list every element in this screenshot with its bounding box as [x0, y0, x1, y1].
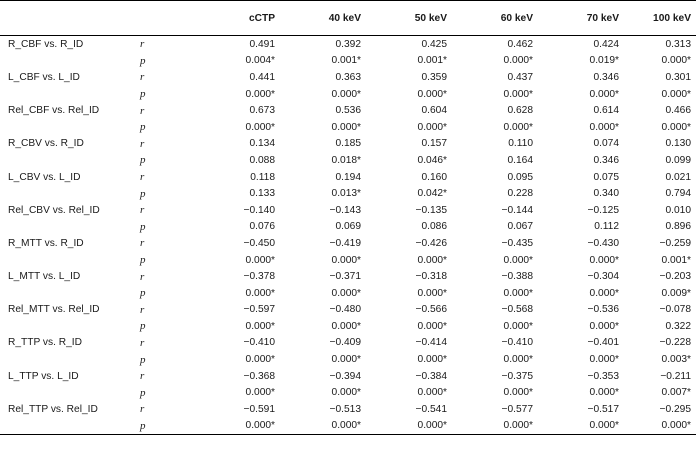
table-row	[0, 152, 696, 169]
table-cell: 0.075	[593, 171, 619, 183]
table-cell: 0.076	[249, 221, 275, 233]
table-cell: 0.794	[665, 188, 691, 200]
row-statistic: p	[140, 88, 146, 101]
table-row	[0, 119, 696, 136]
row-statistic: p	[140, 254, 146, 267]
row-statistic: p	[140, 187, 146, 200]
table-cell: −0.409	[329, 337, 361, 349]
table-cell: −0.143	[329, 204, 361, 216]
table-cell: 0.437	[507, 71, 533, 83]
header-cell-40kev: 40 keV	[280, 1, 366, 36]
table-cell: 0.228	[507, 188, 533, 200]
table-cell: 0.000*	[417, 354, 447, 366]
table-cell: 0.194	[335, 171, 361, 183]
table-cell: 0.491	[249, 38, 275, 50]
table-cell: −0.435	[501, 237, 533, 249]
row-statistic: p	[140, 353, 146, 366]
table-cell: 0.628	[507, 105, 533, 117]
table-body	[0, 36, 696, 435]
table-cell: 0.160	[421, 171, 447, 183]
row-label	[0, 152, 138, 169]
table-cell: 0.000*	[503, 320, 533, 332]
row-label: R_CBV vs. R_ID	[8, 138, 84, 150]
table-cell: 0.313	[665, 38, 691, 50]
table-cell: 0.001*	[661, 254, 691, 266]
table-cell: 0.134	[249, 138, 275, 150]
table-cell: −0.304	[587, 271, 619, 283]
row-label: L_CBF vs. L_ID	[8, 71, 80, 83]
table-row	[0, 285, 696, 302]
table-cell: 0.000*	[661, 121, 691, 133]
table-row	[0, 36, 696, 53]
table-cell: 0.340	[593, 188, 619, 200]
table-cell: −0.450	[243, 237, 275, 249]
table-cell: 0.000*	[331, 121, 361, 133]
table-cell: 0.001*	[417, 55, 447, 67]
row-statistic: p	[140, 220, 146, 233]
row-label	[0, 119, 138, 136]
table-cell: 0.322	[665, 320, 691, 332]
table-row	[0, 169, 696, 186]
row-statistic: r	[140, 104, 145, 117]
table-cell: 0.000*	[245, 254, 275, 266]
table-cell: 0.000*	[661, 55, 691, 67]
table-cell: 0.000*	[245, 121, 275, 133]
table-cell: 0.095	[507, 171, 533, 183]
table-cell: 0.000*	[503, 88, 533, 100]
header-cell-50kev: 50 keV	[366, 1, 452, 36]
table-cell: 0.000*	[589, 320, 619, 332]
table-cell: 0.157	[421, 138, 447, 150]
table-row	[0, 401, 696, 418]
table-cell: 0.000*	[417, 121, 447, 133]
table-cell: 0.003*	[661, 354, 691, 366]
header-cell-comparison	[0, 1, 138, 36]
table-cell: −0.568	[501, 304, 533, 316]
row-label	[0, 285, 138, 302]
row-statistic: r	[140, 370, 145, 383]
table-row	[0, 384, 696, 401]
table-row	[0, 185, 696, 202]
table-cell: 0.000*	[503, 121, 533, 133]
table-cell: 0.000*	[245, 320, 275, 332]
table-cell: 0.000*	[331, 320, 361, 332]
table-cell: 0.000*	[589, 121, 619, 133]
table-cell: −0.577	[501, 403, 533, 415]
table-cell: 0.046*	[417, 154, 447, 166]
row-statistic: r	[140, 171, 145, 184]
table-cell: 0.133	[249, 188, 275, 200]
table-row	[0, 202, 696, 219]
table-cell: 0.363	[335, 71, 361, 83]
table-cell: −0.536	[587, 304, 619, 316]
table-cell: −0.566	[415, 304, 447, 316]
row-label: Rel_TTP vs. Rel_ID	[8, 403, 98, 415]
table-cell: 0.000*	[452, 418, 538, 435]
table-cell: 0.000*	[538, 418, 624, 435]
header-cell-statistic	[138, 1, 188, 36]
table-row	[0, 136, 696, 153]
row-label: Rel_CBV vs. Rel_ID	[8, 204, 100, 216]
table-cell: 0.346	[593, 71, 619, 83]
table-cell: −0.430	[587, 237, 619, 249]
header-cell-70kev: 70 keV	[538, 1, 624, 36]
table-cell: 0.185	[335, 138, 361, 150]
table-cell: 0.000*	[331, 387, 361, 399]
row-label	[0, 318, 138, 335]
table-cell: 0.000*	[417, 320, 447, 332]
table-cell: −0.375	[501, 370, 533, 382]
table-row	[0, 368, 696, 385]
table-cell: 0.424	[593, 38, 619, 50]
table-cell: −0.480	[329, 304, 361, 316]
row-statistic: p	[138, 418, 188, 435]
table-cell: 0.067	[507, 221, 533, 233]
table-cell: 0.118	[250, 171, 275, 183]
row-statistic: r	[140, 270, 145, 283]
table-row	[0, 69, 696, 86]
table-cell: 0.392	[335, 38, 361, 50]
table-cell: 0.069	[335, 221, 361, 233]
table-cell: 0.004*	[245, 55, 275, 67]
table-cell: −0.378	[243, 271, 275, 283]
table-cell: 0.000*	[503, 354, 533, 366]
header-cell-60kev: 60 keV	[452, 1, 538, 36]
row-statistic: r	[140, 38, 145, 51]
table-cell: −0.259	[659, 237, 691, 249]
table-cell: 0.000*	[589, 354, 619, 366]
table-cell: 0.000*	[331, 254, 361, 266]
table-cell: 0.086	[421, 221, 447, 233]
table-row	[0, 302, 696, 319]
table-cell: 0.000*	[417, 287, 447, 299]
table-cell: −0.371	[329, 271, 361, 283]
row-statistic: r	[140, 71, 145, 84]
row-statistic: p	[140, 54, 146, 67]
header-row	[0, 1, 696, 36]
table-cell: 0.359	[421, 71, 447, 83]
table-cell: 0.000*	[503, 387, 533, 399]
table-cell: 0.000*	[589, 287, 619, 299]
row-label	[0, 219, 138, 236]
row-label: L_CBV vs. L_ID	[8, 171, 81, 183]
header-cell-cctp: cCTP	[188, 1, 280, 36]
table-cell: 0.000*	[589, 254, 619, 266]
row-label: R_TTP vs. R_ID	[8, 337, 82, 349]
row-label	[0, 252, 138, 269]
table-header	[0, 1, 696, 36]
row-label	[0, 53, 138, 70]
row-statistic: r	[140, 336, 145, 349]
table-cell: 0.604	[421, 105, 447, 117]
table-cell: 0.088	[249, 154, 275, 166]
table-cell: 0.164	[507, 154, 533, 166]
table-cell: 0.425	[421, 38, 447, 50]
table-cell: −0.394	[329, 370, 361, 382]
table-cell: 0.013*	[331, 188, 361, 200]
table-cell: 0.000*	[245, 287, 275, 299]
row-label: R_CBF vs. R_ID	[8, 38, 84, 50]
table-cell: 0.614	[593, 105, 619, 117]
table-cell: 0.000*	[331, 88, 361, 100]
table-cell: 0.346	[593, 154, 619, 166]
table-cell: 0.000*	[417, 387, 447, 399]
table-cell: 0.112	[594, 221, 619, 233]
row-label: Rel_CBF vs. Rel_ID	[8, 105, 100, 117]
table-cell: −0.414	[415, 337, 447, 349]
table-cell: −0.318	[415, 271, 447, 283]
table-cell: −0.135	[415, 204, 447, 216]
row-statistic: p	[140, 386, 146, 399]
table-cell: 0.000*	[661, 88, 691, 100]
row-label: R_MTT vs. R_ID	[8, 237, 84, 249]
table-cell: 0.000*	[280, 418, 366, 435]
table-row	[0, 219, 696, 236]
table-cell: −0.541	[415, 403, 447, 415]
table-cell: 0.466	[665, 105, 691, 117]
table-row	[0, 252, 696, 269]
table-cell: 0.000*	[589, 387, 619, 399]
table-row	[0, 335, 696, 352]
table-cell: −0.353	[587, 370, 619, 382]
row-statistic: p	[140, 320, 146, 333]
table-cell: 0.000*	[245, 354, 275, 366]
table-cell: 0.130	[665, 138, 691, 150]
row-statistic: p	[140, 121, 146, 134]
table-cell: −0.401	[587, 337, 619, 349]
table-cell: −0.140	[243, 204, 275, 216]
table-cell: 0.000*	[366, 418, 452, 435]
row-statistic: r	[140, 303, 145, 316]
table-cell: 0.007*	[661, 387, 691, 399]
table-row	[0, 102, 696, 119]
table-cell: −0.228	[659, 337, 691, 349]
row-statistic: r	[140, 204, 145, 217]
table-cell: −0.384	[415, 370, 447, 382]
table-cell: −0.410	[243, 337, 275, 349]
table-cell: −0.211	[660, 370, 691, 382]
table-cell: 0.000*	[503, 287, 533, 299]
row-statistic: p	[140, 287, 146, 300]
table-row	[0, 235, 696, 252]
table-cell: −0.203	[659, 271, 691, 283]
row-label: L_TTP vs. L_ID	[8, 370, 79, 382]
row-statistic: r	[140, 237, 145, 250]
table-cell: 0.000*	[245, 88, 275, 100]
table-row	[0, 53, 696, 70]
row-statistic: r	[140, 403, 145, 416]
table-cell: 0.042*	[417, 188, 447, 200]
table-cell: −0.517	[587, 403, 619, 415]
table-row	[0, 268, 696, 285]
table-cell: 0.009*	[661, 287, 691, 299]
row-label: L_MTT vs. L_ID	[8, 271, 81, 283]
table-cell: 0.001*	[331, 55, 361, 67]
table-cell: 0.301	[665, 71, 691, 83]
table-cell: 0.021	[665, 171, 691, 183]
table-cell: −0.426	[415, 237, 447, 249]
table-cell: −0.078	[659, 304, 691, 316]
table-cell: 0.000*	[245, 387, 275, 399]
table-cell: 0.000*	[503, 254, 533, 266]
table-cell: −0.597	[243, 304, 275, 316]
table-cell: −0.410	[501, 337, 533, 349]
table-cell: 0.010	[665, 204, 691, 216]
row-label	[0, 384, 138, 401]
table-cell: 0.000*	[188, 418, 280, 435]
table-cell: 0.099	[665, 154, 691, 166]
table-cell: −0.144	[501, 204, 533, 216]
table-cell: −0.295	[659, 403, 691, 415]
table-cell: −0.591	[243, 403, 275, 415]
table-cell: 0.000*	[589, 88, 619, 100]
header-cell-100kev: 100 keV	[624, 1, 696, 36]
table-cell: 0.896	[665, 221, 691, 233]
table-row	[0, 86, 696, 103]
table-cell: 0.536	[335, 105, 361, 117]
table-cell: 0.019*	[589, 55, 619, 67]
table-cell: 0.462	[507, 38, 533, 50]
row-statistic: r	[140, 137, 145, 150]
table-cell: −0.513	[329, 403, 361, 415]
table-cell: 0.000*	[331, 354, 361, 366]
table-cell: 0.018*	[331, 154, 361, 166]
table-cell: 0.000*	[503, 55, 533, 67]
table-cell: −0.419	[329, 237, 361, 249]
table-cell: 0.000*	[331, 287, 361, 299]
table-cell: 0.000*	[624, 418, 696, 435]
row-statistic: p	[140, 154, 146, 167]
table-cell: −0.368	[243, 370, 275, 382]
row-label: Rel_MTT vs. Rel_ID	[8, 304, 100, 316]
table-cell: 0.000*	[417, 254, 447, 266]
table-cell: 0.110	[508, 138, 533, 150]
table-row	[0, 351, 696, 368]
row-label	[0, 351, 138, 368]
table-cell: −0.125	[587, 204, 619, 216]
row-label	[0, 185, 138, 202]
table-row	[0, 318, 696, 335]
row-label	[0, 418, 138, 435]
table-cell: 0.673	[249, 105, 275, 117]
table-cell: 0.074	[593, 138, 619, 150]
table-cell: 0.000*	[417, 88, 447, 100]
table-cell: −0.388	[501, 271, 533, 283]
table-row	[0, 418, 696, 435]
row-label	[0, 86, 138, 103]
table-cell: 0.441	[249, 71, 275, 83]
